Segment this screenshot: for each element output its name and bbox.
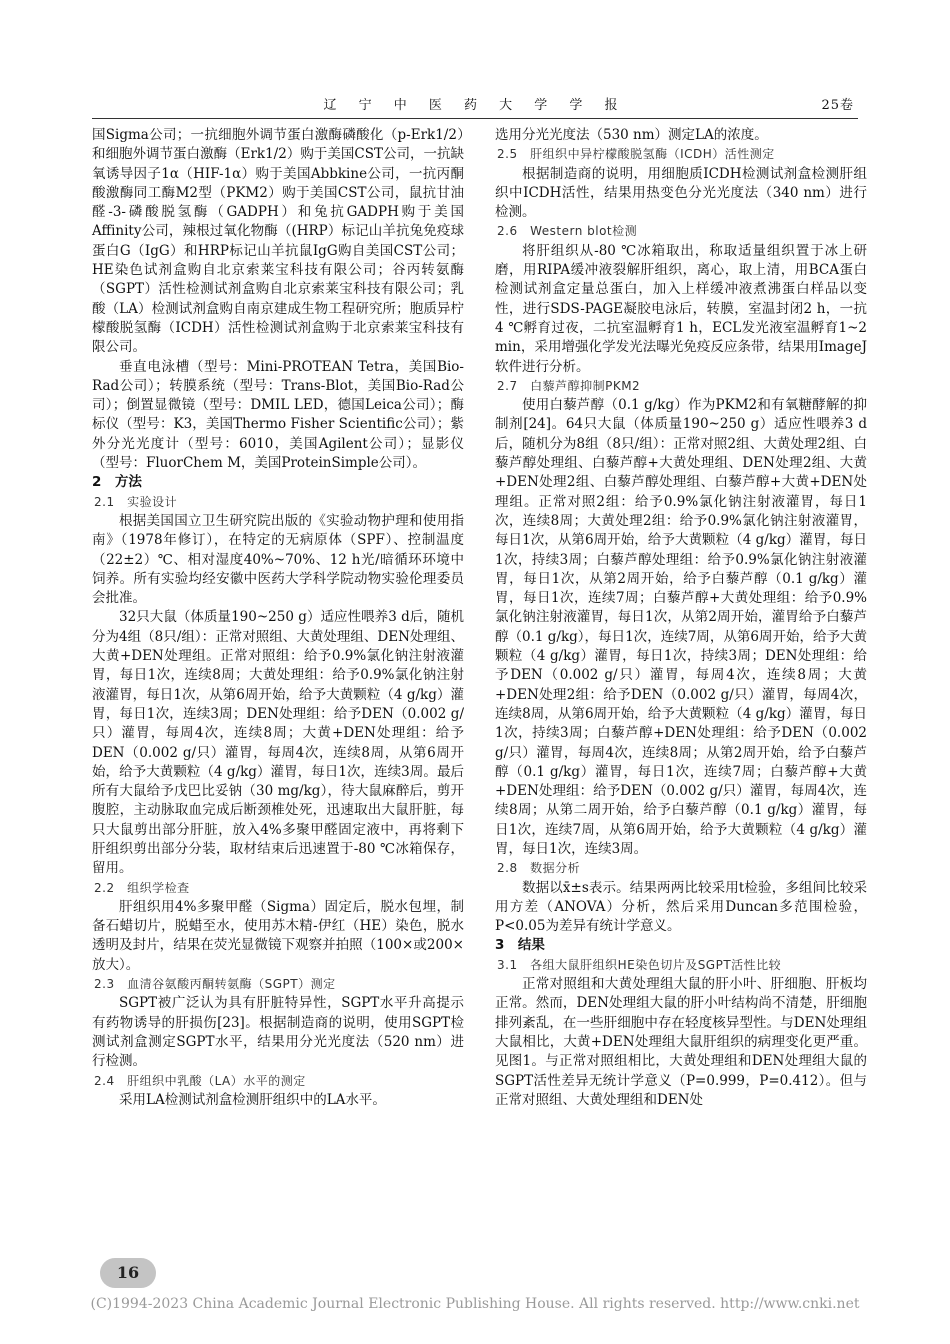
subsection-heading: 2.6 Western blot检测 — [497, 224, 638, 239]
body-paragraph: 将肝组织从-80 ℃冰箱取出，称取适量组织置于冰上研磨，用RIPA缓冲液裂解肝组织，离心，取上清，用BCA蛋白检测试剂盒定量总蛋白，加入上样缓冲液煮沸蛋白样品以变性，进行SDS-PAGE凝胶电泳后，转膜，室温封闭2 h，一抗4 ℃孵育过夜，二抗室温孵育1 h，ECL发光液室温孵育1~2 min，采用增强化学发光法曝光免疫反应条带，结果用ImageJ软件进行分析。 — [495, 242, 867, 375]
subsection-heading: 2.2 组织学检查 — [94, 880, 190, 895]
body-paragraph: 选用分光光度法（530 nm）测定LA的浓度。 — [495, 127, 768, 143]
body-paragraph: 数据以x̄±s表示。结果两两比较采用t检验，多组间比较采用方差（ANOVA）分析，然后采用Duncan多范围检验，P<0.05为差异有统计学意义。 — [495, 879, 867, 935]
subsection-heading: 2.8 数据分析 — [497, 861, 581, 876]
body-paragraph: 垂直电泳槽（型号：Mini-PROTEAN Tetra，美国Bio-Rad公司）；转膜系统（型号：Trans-Blot，美国Bio-Rad公司）；倒置显微镜（型号：DMIL LED，德国Leica公司）；酶标仪（型号：K3，美国Thermo Fisher Scientific公司）；紫外分光光度计（型号：6010，美国Agilent公司）；显影仪（型号：FluorChem M，美国ProteinSimple公司）。 — [92, 358, 464, 472]
copyright-footer: (C)1994-2023 China Academic Journal Electronic Publishing House. All rights reserved. http://www.cnki.net — [90, 1296, 860, 1312]
body-paragraph: 32只大鼠（体质量190~250 g）适应性喂养3 d后，随机分为4组（8只/组）：正常对照组、大黄处理组、DEN处理组、大黄+DEN处理组。正常对照组：给予0.9%氯化钠注射液灌胃，每日1次，连续8周；大黄处理组：给予0.9%氯化钠注射液灌胃，每日1次，从第6周开始，给予大黄颗粒（4 g/kg）灌胃，每日1次，连续3周；DEN处理组：给予DEN（0.002 g/只）灌胃，每周4次，连续8周；大黄+DEN处理组：给予DEN（0.002 g/只）灌胃，每周4次，连续8周，从第6周开始，给予大黄颗粒（4 g/kg）灌胃，每日1次，连续3周。最后所有大鼠给予戊巴比妥钠（30 mg/kg），待大鼠麻醉后，剪开腹腔，主动脉取血完成后断颈椎处死，迅速取出大鼠肝脏，每只大鼠剪出部分肝脏，放入4%多聚甲醛固定液中，再将剩下肝组织剪出部分分装，取材结束后迅速置于-80 ℃冰箱保存，留用。 — [92, 609, 464, 877]
volume-label: 25卷 — [821, 98, 854, 113]
journal-title: 辽 宁 中 医 药 大 学 学 报 — [323, 98, 627, 113]
subsection-heading: 2.4 肝组织中乳酸（LA）水平的测定 — [94, 1073, 306, 1088]
body-paragraph: 正常对照组和大黄处理组大鼠的肝小叶、肝细胞、肝板均正常。然而，DEN处理组大鼠的肝小叶结构尚不清楚，肝细胞排列紊乱，在一些肝细胞中存在轻度核异型性。与DEN处理组大鼠相比，大黄+DEN处理组大鼠肝组织的病理变化更严重。见图1。与正常对照组相比，大黄处理组和DEN处理组大鼠的SGPT活性差异无统计学意义（P=0.999，P=0.412）。但与正常对照组、大黄处理组和DEN处 — [495, 976, 867, 1108]
subsection-heading: 3.1 各组大鼠肝组织HE染色切片及SGPT活性比较 — [497, 957, 782, 972]
subsection-heading: 2.3 血清谷氨酸丙酮转氨酶（SGPT）测定 — [94, 977, 336, 992]
left-text-column — [92, 126, 464, 1110]
body-paragraph: 肝组织用4%多聚甲醛（Sigma）固定后，脱水包埋，制备石蜡切片，脱蜡至水，使用苏木精-伊红（HE）染色，脱水透明及封片，结果在荧光显微镜下观察并拍照（100×或200×放大）。 — [92, 898, 464, 973]
section-heading: 3 结果 — [495, 937, 545, 954]
header-divider — [92, 118, 858, 119]
page-number-badge: 16 — [100, 1258, 156, 1288]
subsection-heading: 2.1 实验设计 — [94, 494, 178, 509]
section-heading: 2 方法 — [92, 474, 142, 491]
body-paragraph: SGPT被广泛认为具有肝脏特异性，SGPT水平升高提示有药物诱导的肝损伤[23]。根据制造商的说明，使用SGPT检测试剂盒测定SGPT水平，结果用分光光度法（520 nm）进行检测。 — [92, 995, 464, 1070]
body-paragraph: 采用LA检测试剂盒检测肝组织中的LA水平。 — [119, 1091, 386, 1108]
body-paragraph: 根据美国国立卫生研究院出版的《实验动物护理和使用指南》（1978年修订），在特定的无病原体（SPF）、控制温度（22±2）℃、相对湿度40%~70%、12 h光/暗循环环境中饲养。所有实验均经安徽中医药大学科学院动物实验伦理委员会批准。 — [92, 512, 464, 607]
subsection-heading: 2.5 肝组织中异柠檬酸脱氢酶（ICDH）活性测定 — [497, 147, 775, 162]
body-paragraph: 国Sigma公司；一抗细胞外调节蛋白激酶磷酸化（p-Erk1/2）和细胞外调节蛋白激酶（Erk1/2）购于美国CST公司，一抗缺氧诱导因子1α（HIF-1α）购于美国Abbkine公司，一抗丙酮酸激酶同工酶M2型（PKM2）购于美国CST公司，鼠抗甘油醛-3-磷酸脱氢酶（GADPH）和兔抗GADPH购于美国Affinity公司，辣根过氧化物酶（(HRP）标记山羊抗兔免疫球蛋白G（IgG）和HRP标记山羊抗鼠IgG购自美国CST公司；HE染色试剂盒购自北京索莱宝科技有限公司；谷丙转氨酶（SGPT）活性检测试剂盒购自北京索莱宝科技有限公司；乳酸（LA）检测试剂盒购自南京建成生物工程研究所；胞质异柠檬酸脱氢酶（ICDH）活性检测试剂盒购于北京索莱宝科技有限公司。 — [92, 127, 464, 356]
body-paragraph: 使用白藜芦醇（0.1 g/kg）作为PKM2和有氧糖酵解的抑制剂[24]。64只大鼠（体质量190~250 g）适应性喂养3 d后，随机分为8组（8只/组）：正常对照2组、大黄处理2组、白藜芦醇处理组、白藜芦醇+大黄处理组、DEN处理2组、大黄+DEN处理2组、白藜芦醇处理组、白藜芦醇+大黄+DEN处理组。正常对照2组：给予0.9%氯化钠注射液灌胃，每日1次，连续8周；大黄处理2组：给予0.9%氯化钠注射液灌胃，每日1次，从第6周开始，给予大黄颗粒（4 g/kg）灌胃，每日1次，持续3周；白藜芦醇处理组：给予0.9%氯化钠注射液灌胃，每日1次，从第2周开始，给予白藜芦醇（0.1 g/kg）灌胃，每日1次，连续7周；白藜芦醇+大黄处理组：给予0.9%氯化钠注射液灌胃，每日1次，从第2周开始，灌胃给予白藜芦醇（0.1 g/kg），每日1次，连续7周，从第6周开始，给予大黄颗粒（4 g/kg）灌胃，每日1次，持续3周；DEN处理组：给予DEN（0.002 g/只）灌胃，每周4次，连续8周；大黄+DEN处理2组：给予DEN（0.002 g/只）灌胃，每周4次，连续8周，从第6周开始，给予大黄颗粒（4 g/kg）灌胃，每日1次，持续3周；白藜芦醇+DEN处理组：给予DEN（0.002 g/只）灌胃，每周4次，连续8周；从第2周开始，给予白藜芦醇（0.1 g/kg）灌胃，每日1次，连续7周；白藜芦醇+大黄+DEN处理组：给予DEN（0.002 g/只）灌胃，每周4次，连续8周；从第二周开始，给予白藜芦醇（0.1 g/kg）灌胃，每日1次，连续7周，从第6周开始，给予大黄颗粒（4 g/kg）灌胃，每日1次，连续3周。 — [495, 397, 867, 857]
right-text-column — [495, 126, 867, 1110]
running-header — [92, 94, 858, 116]
body-paragraph: 根据制造商的说明，用细胞质ICDH检测试剂盒检测肝组织中ICDH活性，结果用热变色分光光度法（340 nm）进行检测。 — [495, 165, 867, 221]
subsection-heading: 2.7 白藜芦醇抑制PKM2 — [497, 378, 641, 393]
